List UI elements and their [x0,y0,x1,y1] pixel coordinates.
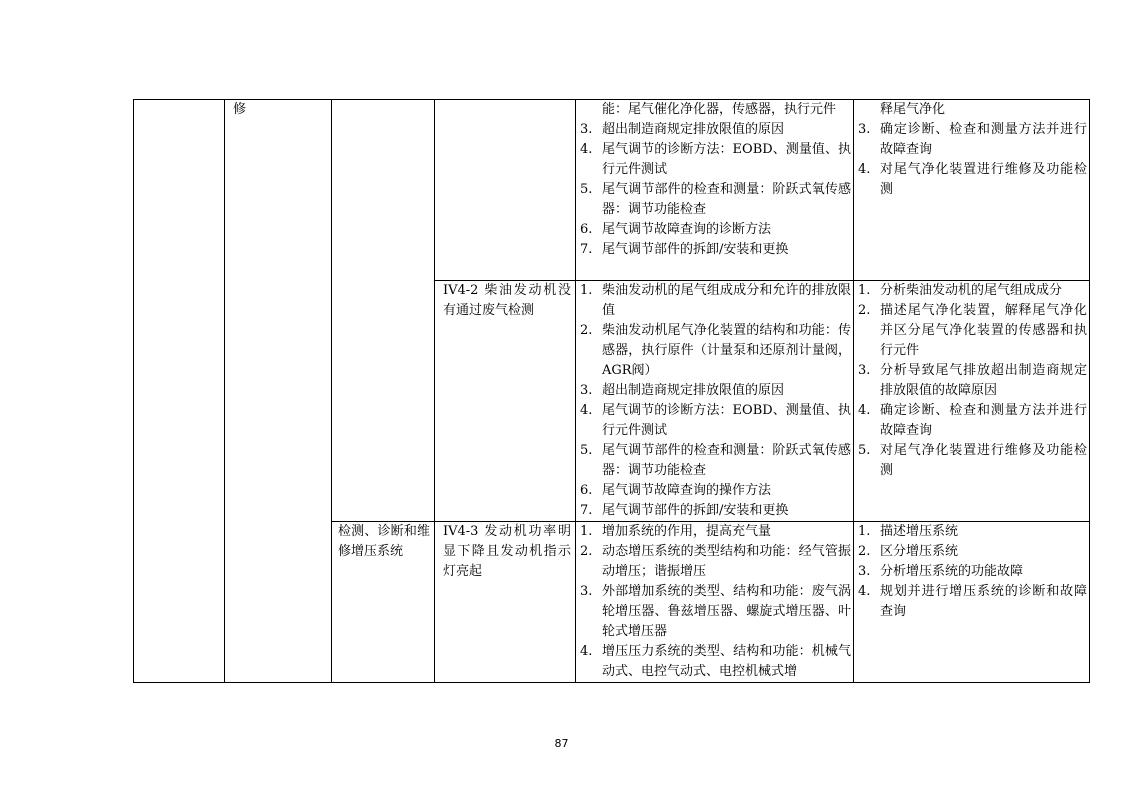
content-list [576,522,853,682]
task-text: IV4-2 柴油发动机没有通过废气检测 [443,283,571,318]
list-item: 3. 超出制造商规定排放限值的原因 [580,383,785,398]
list-item: 2. 动态增压系统的类型结构和功能：经气管振动增压；谐振增压 [580,544,851,579]
list-item: 7. 尾气调节部件的拆卸/安装和更换 [580,242,789,257]
list-item: 2. 描述尾气净化装置，解释尾气净化并区分尾气净化装置的传感器和执行元件 [858,303,1087,358]
list-item: 4. 增压压力系统的类型、结构和功能：机械气动式、电控气动式、电控机械式增 [580,644,851,679]
content-cell [576,522,854,683]
list-item: 能：尾气催化净化器，传感器，执行元件 [602,102,837,117]
learning-field-name-cell [225,100,332,683]
list-item: 4. 对尾气净化装置进行维修及功能检测 [858,162,1087,197]
abilities-cell [854,281,1090,522]
abilities-list [854,522,1089,622]
list-item: 3. 外部增加系统的类型、结构和功能：废气涡轮增压器、鲁兹增压器、螺旋式增压器、叶轮式增压器 [580,584,851,639]
abilities-cell [854,100,1090,281]
list-item: 3. 分析增压系统的功能故障 [858,564,1024,579]
list-item: 2. 区分增压系统 [858,544,959,559]
task-cell [435,281,576,522]
content-cell [576,281,854,522]
task-text: IV4-3 发动机功率明显下降且发动机指示灯亮起 [443,524,571,579]
abilities-list [854,281,1089,481]
list-item: 释尾气净化 [880,102,946,117]
list-item: 5. 尾气调节部件的检查和测量：阶跃式氧传感器：调节功能检查 [580,443,851,478]
list-item: 5. 尾气调节部件的检查和测量：阶跃式氧传感器：调节功能检查 [580,182,851,217]
page-number: 87 [554,737,569,750]
curriculum-table [133,99,1090,683]
list-item: 5. 对尾气净化装置进行维修及功能检测 [858,443,1087,478]
content-list [576,100,853,260]
table-row [134,100,1090,281]
learning-field-name: 修 [233,102,247,117]
abilities-cell [854,522,1090,683]
list-item: 1. 分析柴油发动机的尾气组成成分 [858,283,1063,298]
list-item: 4. 尾气调节的诊断方法：EOBD、测量值、执行元件测试 [580,142,851,177]
content-list [576,281,853,521]
list-item: 4. 尾气调节的诊断方法：EOBD、测量值、执行元件测试 [580,403,851,438]
learning-field-cell [134,100,225,683]
module-cell [332,522,435,683]
list-item: 1. 增加系统的作用，提高充气量 [580,524,772,539]
list-item: 3. 分析导致尾气排放超出制造商规定排放限值的故障原因 [858,363,1087,398]
list-item: 4. 规划并进行增压系统的诊断和故障查询 [858,584,1087,619]
task-cell [435,100,576,281]
content-cell [576,100,854,281]
list-item: 6. 尾气调节故障查询的诊断方法 [580,222,772,237]
list-item: 4. 确定诊断、检查和测量方法并进行故障查询 [858,403,1087,438]
list-item: 2. 柴油发动机尾气净化装置的结构和功能：传感器，执行原件（计量泵和还原剂计量阀，AGR阀） [580,323,851,378]
module-text: 检测、诊断和维修增压系统 [338,524,430,559]
list-item: 1. 描述增压系统 [858,524,959,539]
list-item: 6. 尾气调节故障查询的操作方法 [580,483,772,498]
list-item: 1. 柴油发动机的尾气组成成分和允许的排放限值 [580,283,851,318]
abilities-list [854,100,1089,200]
module-cell [332,100,435,522]
list-item: 3. 确定诊断、检查和测量方法并进行故障查询 [858,122,1087,157]
list-item: 3. 超出制造商规定排放限值的原因 [580,122,785,137]
task-cell [435,522,576,683]
list-item: 7. 尾气调节部件的拆卸/安装和更换 [580,503,789,518]
